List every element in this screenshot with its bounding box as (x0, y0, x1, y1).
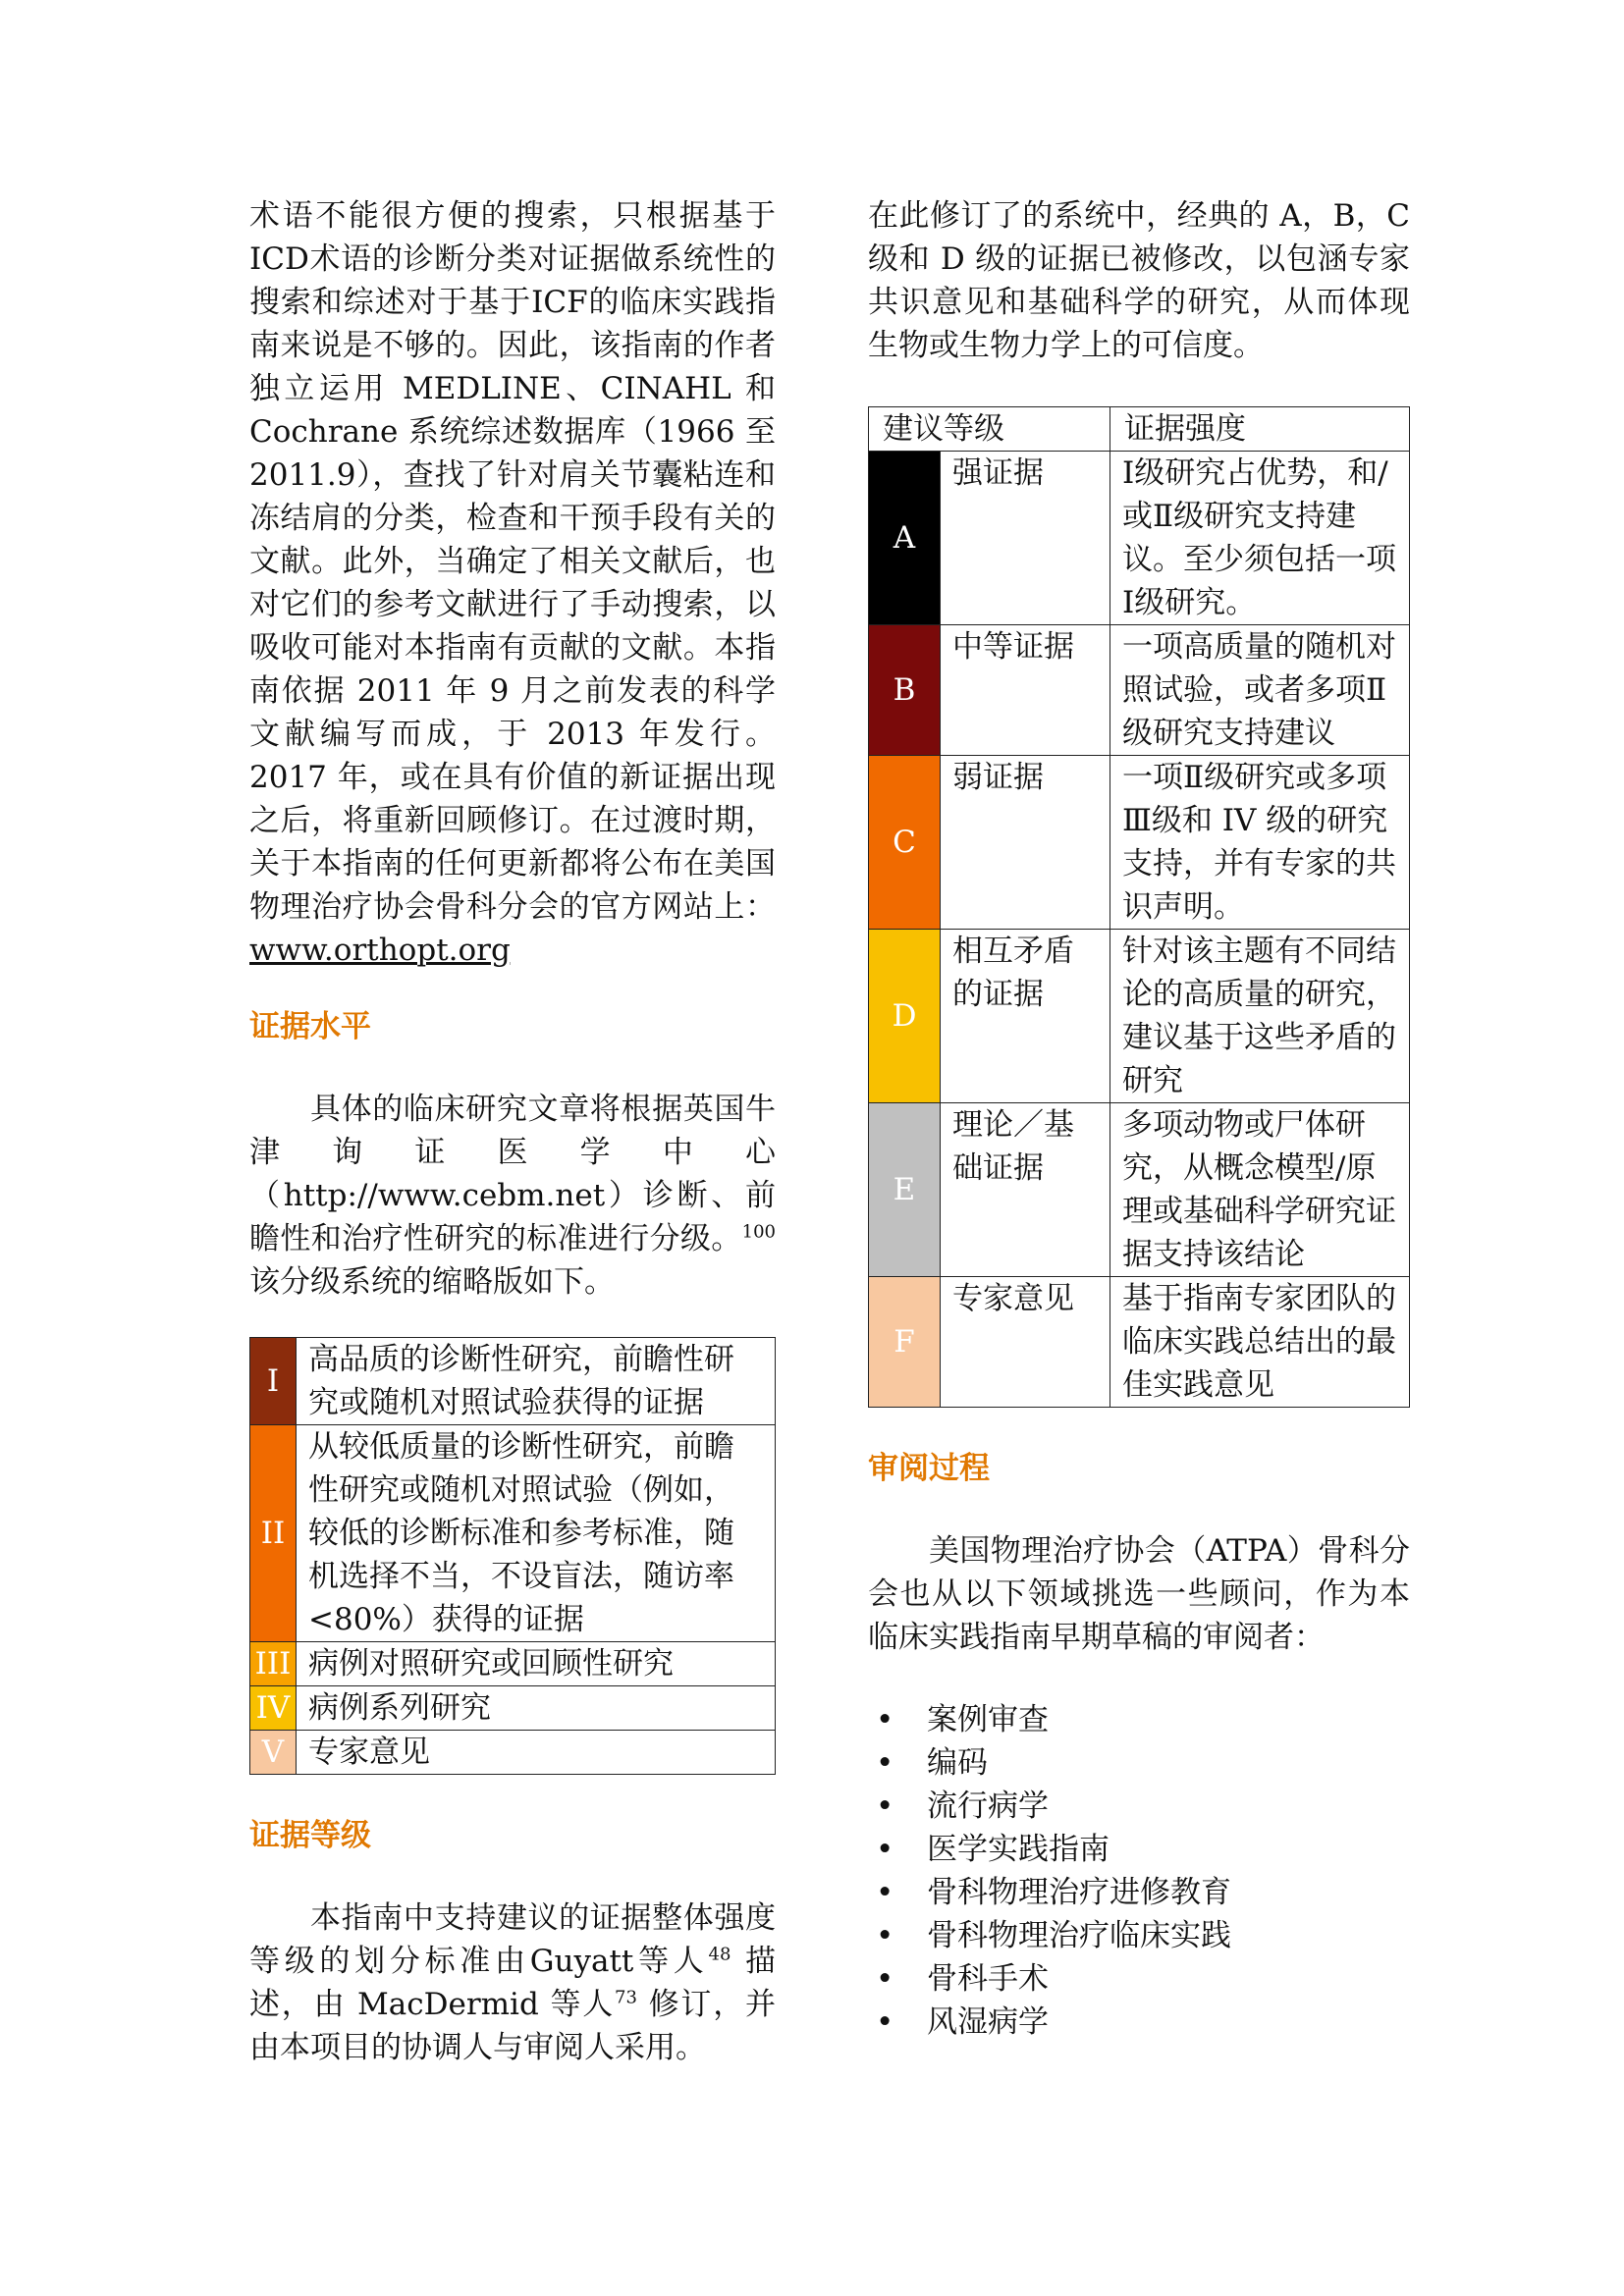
header-grade: 建议等级 (869, 407, 1110, 452)
evidence-level-description: 专家意见 (297, 1731, 776, 1775)
bullet-icon: • (876, 1745, 894, 1781)
review-area-label: 骨科物理治疗临床实践 (927, 1918, 1231, 1953)
bullet-icon: • (876, 1961, 894, 1997)
reference-number: 48 (708, 1944, 731, 1965)
bullet-icon: • (876, 2004, 894, 2040)
grade-code: A (869, 452, 941, 625)
right-column (868, 194, 1410, 2044)
grade-name: 专家意见 (941, 1277, 1110, 1408)
bullet-icon: • (876, 1789, 894, 1824)
website-link[interactable]: www.orthopt.org (249, 933, 511, 968)
evidence-level-row (250, 1642, 776, 1686)
grade-strength-description: Ⅰ级研究占优势，和/或Ⅱ级研究支持建议。至少须包括一项Ⅰ级研究。 (1110, 452, 1410, 625)
evidence-level-description: 从较低质量的诊断性研究，前瞻性研究或随机对照试验（例如，较低的诊断标准和参考标准，随机选择不当，不设盲法，随访率<80%）获得的证据 (297, 1425, 776, 1642)
grade-code: B (869, 625, 941, 756)
grade-name: 弱证据 (941, 756, 1110, 930)
grade-row (869, 1277, 1410, 1408)
bullet-icon: • (876, 1832, 894, 1867)
review-area-item (868, 1698, 1410, 1741)
intro-text: 术语不能很方便的搜索，只根据基于ICD术语的诊断分类对证据做系统性的搜索和综述对于基于ICF的临床实践指南来说是不够的。因此，该指南的作者独立运用 MEDLINE、CINAHL 和 Cochrane 系统综述数据库（1966 至 2011.9），查找了针对肩关节囊粘连和冻结肩的分类，检查和干预手段有关的文献。此外，当确定了相关文献后，也对它们的参考文献进行了手动搜索，以吸收可能对本指南有贡献的文献。本指南依据 2011 年 9 月之前发表的科学文献编写而成，于 2013 年发行。2017 年，或在具有价值的新证据出现之后，将重新回顾修订。在过渡时期，关于本指南的任何更新都将公布在美国物理治疗协会骨科分会的官方网站上： (249, 198, 776, 925)
grades-table-header (869, 407, 1410, 452)
bullet-icon: • (876, 1918, 894, 1953)
grade-row (869, 1103, 1410, 1277)
recommendation-grades-table (868, 406, 1410, 1408)
evidence-level-code: V (250, 1731, 297, 1775)
evidence-levels-text-2: 该分级系统的缩略版如下。 (249, 1264, 615, 1300)
reference-number: 73 (615, 1987, 637, 2008)
evidence-levels-table (249, 1337, 776, 1775)
grade-strength-description: 针对该主题有不同结论的高质量的研究，建议基于这些矛盾的研究 (1110, 930, 1410, 1103)
evidence-levels-heading: 证据水平 (249, 1009, 371, 1044)
evidence-grades-paragraph (249, 1896, 776, 2069)
grade-code: C (869, 756, 941, 930)
grade-name: 相互矛盾的证据 (941, 930, 1110, 1103)
bullet-icon: • (876, 1702, 894, 1737)
evidence-level-code: IV (250, 1686, 297, 1731)
evidence-level-code: I (250, 1338, 297, 1425)
evidence-grades-text-a: 本指南中支持建议的证据整体强度等级的划分标准由Guyatt等人 (249, 1900, 776, 1979)
review-area-label: 编码 (927, 1745, 988, 1781)
grade-name: 理论／基础证据 (941, 1103, 1110, 1277)
review-heading: 审阅过程 (868, 1451, 990, 1486)
grade-strength-description: 一项Ⅱ级研究或多项Ⅲ级和 IV 级的研究支持，并有专家的共识声明。 (1110, 756, 1410, 930)
header-strength: 证据强度 (1110, 407, 1410, 452)
evidence-level-description: 高品质的诊断性研究，前瞻性研究或随机对照试验获得的证据 (297, 1338, 776, 1425)
grade-code: D (869, 930, 941, 1103)
review-area-label: 风湿病学 (927, 2004, 1049, 2040)
review-areas-list (868, 1698, 1410, 2044)
grade-row (869, 930, 1410, 1103)
grade-name: 中等证据 (941, 625, 1110, 756)
review-area-label: 骨科物理治疗进修教育 (927, 1875, 1231, 1910)
review-area-item (868, 1871, 1410, 1914)
review-area-item (868, 1741, 1410, 1785)
review-area-label: 案例审查 (927, 1702, 1049, 1737)
grade-row (869, 756, 1410, 930)
grade-name: 强证据 (941, 452, 1110, 625)
review-area-item (868, 1957, 1410, 2001)
evidence-grades-heading: 证据等级 (249, 1818, 371, 1853)
evidence-grades-text-b: 描述，由 MacDermid 等人 (249, 1944, 776, 2022)
left-column (249, 194, 776, 2069)
evidence-level-row (250, 1686, 776, 1731)
grade-strength-description: 基于指南专家团队的临床实践总结出的最佳实践意见 (1110, 1277, 1410, 1408)
evidence-level-description: 病例系列研究 (297, 1686, 776, 1731)
review-area-label: 骨科手术 (927, 1961, 1049, 1997)
intro-paragraph (249, 194, 776, 972)
evidence-level-row (250, 1731, 776, 1775)
bullet-icon: • (876, 1875, 894, 1910)
evidence-grades-text-c: 修订，并由本项目的协调人与审阅人采用。 (249, 1987, 776, 2065)
grade-code: F (869, 1277, 941, 1408)
review-paragraph: 美国物理治疗协会（ATPA）骨科分会也从以下领域挑选一些顾问，作为本临床实践指南早期草稿的审阅者： (868, 1533, 1410, 1655)
evidence-level-row (250, 1338, 776, 1425)
evidence-levels-paragraph (249, 1088, 776, 1304)
revised-paragraph: 在此修订了的系统中，经典的 A，B，C 级和 D 级的证据已被修改，以包涵专家共识意见和基础科学的研究，从而体现生物或生物力学上的可信度。 (868, 198, 1410, 363)
grade-row (869, 452, 1410, 625)
review-area-label: 流行病学 (927, 1789, 1049, 1824)
review-area-item (868, 1828, 1410, 1871)
review-area-item (868, 2001, 1410, 2044)
evidence-levels-text: 具体的临床研究文章将根据英国牛津询证医学中心（http://www.cebm.net）诊断、前瞻性和治疗性研究的标准进行分级。 (249, 1092, 776, 1256)
evidence-level-description: 病例对照研究或回顾性研究 (297, 1642, 776, 1686)
grade-code: E (869, 1103, 941, 1277)
grade-strength-description: 多项动物或尸体研究，从概念模型/原理或基础科学研究证据支持该结论 (1110, 1103, 1410, 1277)
evidence-level-row (250, 1425, 776, 1642)
evidence-level-code: III (250, 1642, 297, 1686)
grade-row (869, 625, 1410, 756)
review-area-item (868, 1914, 1410, 1957)
reference-number: 100 (741, 1221, 776, 1243)
grade-strength-description: 一项高质量的随机对照试验，或者多项Ⅱ级研究支持建议 (1110, 625, 1410, 756)
review-area-item (868, 1785, 1410, 1828)
review-area-label: 医学实践指南 (927, 1832, 1110, 1867)
evidence-level-code: II (250, 1425, 297, 1642)
